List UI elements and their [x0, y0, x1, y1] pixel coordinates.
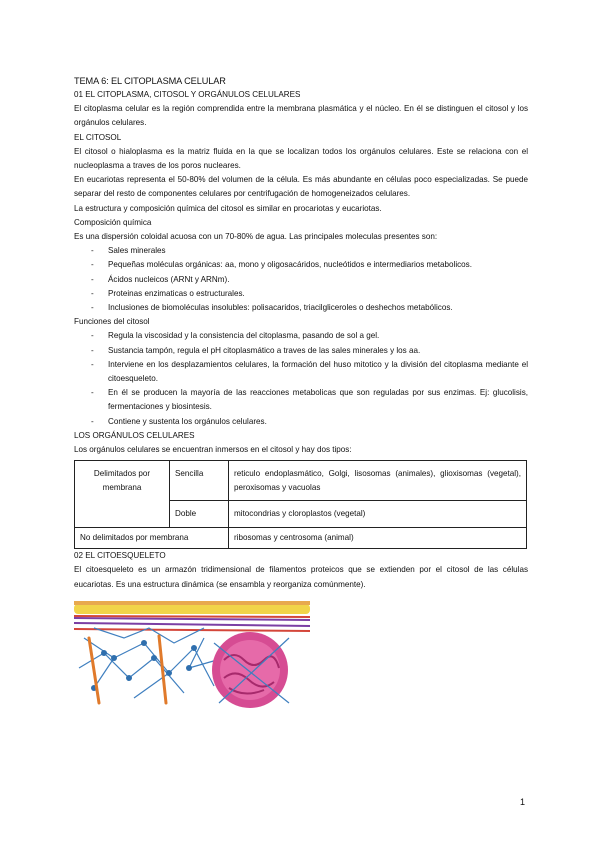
network	[79, 628, 224, 698]
table-cell: mitocondrias y cloroplastos (vegetal)	[229, 501, 527, 528]
organelle-table	[74, 460, 527, 549]
table-cell: Doble	[170, 501, 229, 528]
section-heading-citoesqueleto: 02 EL CITOESQUELETO	[74, 551, 166, 561]
table-cell: Delimitados por membrana	[75, 461, 170, 528]
subheading-funciones: Funciones del citosol	[74, 317, 150, 327]
list-item: - Ácidos nucleicos (ARNt y ARNm).	[74, 273, 528, 287]
document-page	[74, 74, 528, 708]
list-item: - Interviene en los desplazamientos celulares, la formación del huso mitotico y la división del citoplasma mediante el citoesqueleto.	[74, 358, 528, 386]
list-item: - Proteinas enzimaticas o estructurales.	[74, 287, 528, 301]
section-heading-citoplasma: 01 EL CITOPLASMA, CITOSOL Y ORGÁNULOS CELULARES	[74, 90, 301, 99]
table-cell: No delimitados por membrana	[75, 528, 229, 549]
list-composicion	[74, 244, 528, 315]
paragraph-intro: El citoplasma celular es la región comprendida entre la membrana plasmática y el núcleo. En él se distinguen el citosol y los orgánulos celulares.	[74, 104, 528, 128]
subheading-composicion: Composición química	[74, 217, 152, 227]
list-item: - En él se producen la mayoría de las reacciones metabolicas que son reguladas por sus enzimas. Ej: glucolisis, fermentaciones y biosintesis.	[74, 386, 528, 414]
list-item: - Sales minerales	[74, 244, 528, 258]
paragraph-organulos: Los orgánulos celulares se encuentran inmersos en el citosol y hay dos tipos:	[74, 445, 352, 455]
list-item: - Pequeñas moléculas orgánicas: aa, mono y oligosacáridos, nucleótidos e intermediarios metabolicos.	[74, 258, 528, 272]
page-number: 1	[520, 797, 526, 807]
membrane-outer	[74, 601, 310, 605]
table-cell: reticulo endoplasmático, Golgi, lisosomas (animales), glioxisomas (vegetal), peroxisomas y vacuolas	[229, 461, 527, 501]
paragraph-citosol-1: El citosol o hialoplasma es la matriz fluida en la que se localizan todos los orgánulos celulares. Este se relaciona con el nucleoplasma a traves de los poros nucleares.	[74, 146, 528, 171]
section-heading-organulos: LOS ORGÁNULOS CELULARES	[74, 430, 195, 440]
document-title: TEMA 6: EL CITOPLASMA CELULAR	[74, 76, 226, 86]
list-item: - Sustancia tampón, regula el pH citoplasmático a traves de las sales minerales y los aa.	[74, 344, 528, 358]
list-item: - Contiene y sustenta los orgánulos celulares.	[74, 415, 528, 429]
section-heading-citosol: EL CITOSOL	[74, 132, 122, 142]
table-cell: ribosomas y centrosoma (animal)	[229, 528, 527, 549]
cytoskeleton-illustration	[74, 598, 524, 708]
filaments	[74, 618, 310, 626]
paragraph-citosol-3: La estructura y composición química del citosol es similar en procariotas y eucariotas.	[74, 203, 382, 213]
list-item: - Inclusiones de biomoléculas insolubles: polisacaridos, triacilgliceroles o deshechos metabólicos.	[74, 301, 528, 315]
paragraph-citosol-2: En eucariotas representa el 50-80% del volumen de la célula. Es más abundante en células poco especializadas. Se puede separar del resto de componentes celulares por centrifugación de homogeneizados celulares.	[74, 175, 528, 199]
cytoskeleton-svg	[74, 598, 314, 708]
paragraph-composicion: Es una dispersión coloidal acuosa con un 70-80% de agua. Las principales moleculas presentes son:	[74, 232, 438, 242]
list-item: - Regula la viscosidad y la consistencia del citoplasma, pasando de sol a gel.	[74, 329, 528, 343]
table-cell: Sencilla	[170, 461, 229, 501]
membrane-layer	[74, 604, 310, 614]
paragraph-citoesqueleto: El citoesqueleto es un armazón tridimensional de filamentos proteicos que se extienden por el citosol de las células eucariotas. Es una estructura dinámica (se ensambla y reorganiza comúnmente).	[74, 565, 528, 589]
list-funciones	[74, 329, 528, 428]
